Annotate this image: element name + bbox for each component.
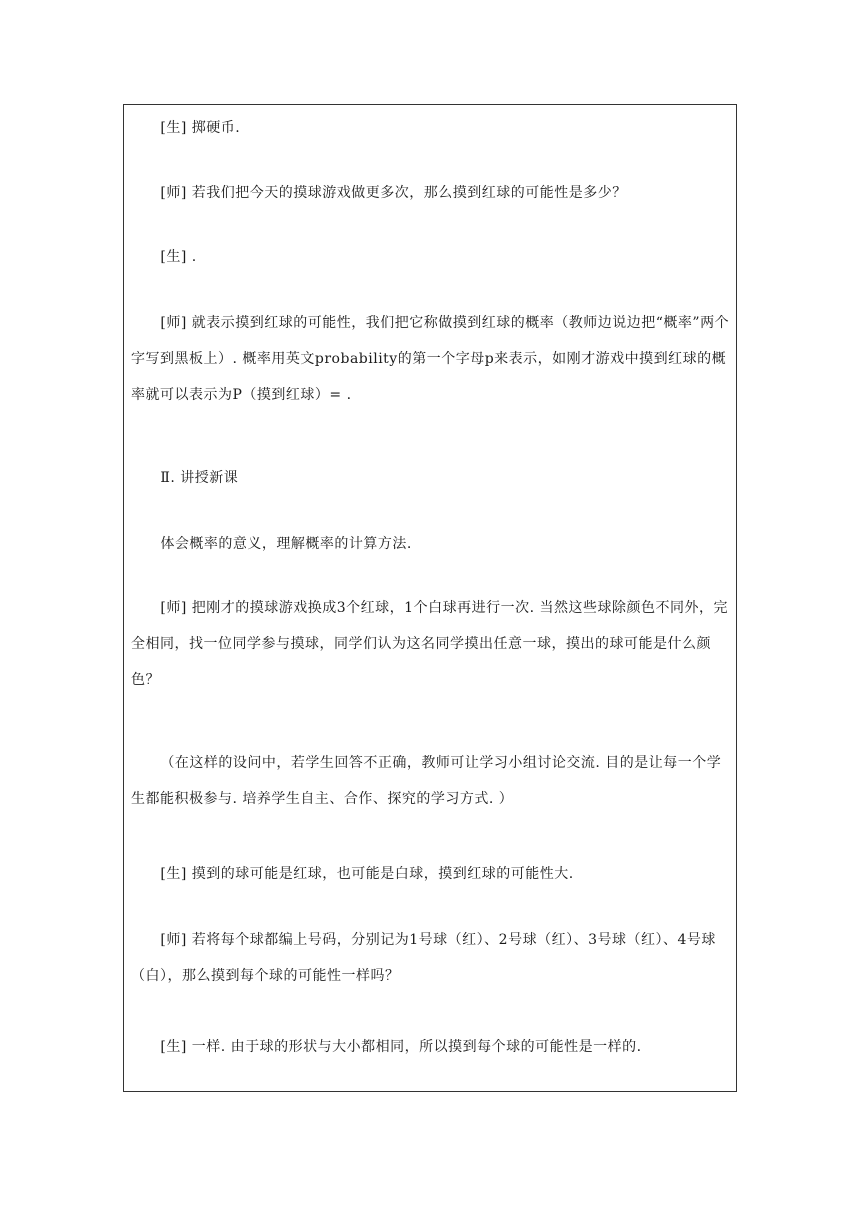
paragraph-teacher-probability: [师] 就表示摸到红球的可能性，我们把它称做摸到红球的概率（教师边说边把“概率”两个字写到黑板上）. 概率用英文probability的第一个字母p来表示，如刚才游戏中摸到红球的概率就可以表示为P（摸到红球）= . bbox=[131, 315, 730, 403]
paragraph-student-red-white: [生] 摸到的球可能是红球，也可能是白球，摸到红球的可能性大. bbox=[160, 866, 574, 882]
paragraph-student-coin: [生] 掷硬币. bbox=[160, 120, 241, 136]
paragraph-teacher-ball-game: [师] 把刚才的摸球游戏换成3个红球，1个白球再进行一次. 当然这些球除颜色不同外，完全相同，找一位同学参与摸球，同学们认为这名同学摸出任意一球，摸出的球可能是什么颜色？ bbox=[131, 600, 728, 688]
paragraph-teacher-question: [师] 若我们把今天的摸球游戏做更多次，那么摸到红球的可能性是多少？ bbox=[160, 185, 627, 201]
paragraph-student-same: [生] 一样. 由于球的形状与大小都相同，所以摸到每个球的可能性是一样的. bbox=[160, 1039, 642, 1055]
paragraph-teacher-numbered-balls: [师] 若将每个球都编上号码，分别记为1号球（红）、2号球（红）、3号球（红）、4号球（白），那么摸到每个球的可能性一样吗？ bbox=[131, 932, 716, 984]
paragraph-teaching-note: （在这样的设问中，若学生回答不正确，教师可让学习小组讨论交流. 目的是让每一个学生都能积极参与. 培养学生自主、合作、探究的学习方式. ） bbox=[131, 755, 722, 807]
section-heading-new-lesson: Ⅱ. 讲授新课 bbox=[160, 470, 239, 486]
paragraph-student-answer: [生] . bbox=[160, 249, 197, 265]
paragraph-lesson-goal: 体会概率的意义，理解概率的计算方法. bbox=[160, 536, 412, 552]
